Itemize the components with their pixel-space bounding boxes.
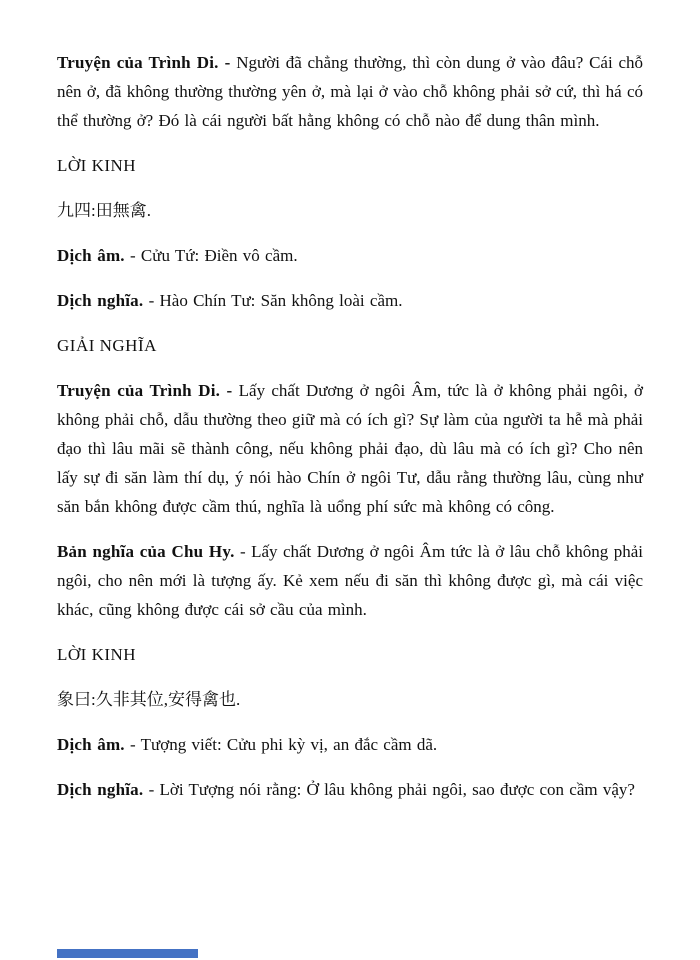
- chinese-scripture-line-1: 九四:田無禽.: [57, 201, 151, 220]
- dich-nghia-paragraph-2: [57, 775, 643, 804]
- section-heading-loi-kinh-1: LỜI KINH: [57, 156, 137, 175]
- commentary-paragraph-trinh-di-1: [57, 48, 643, 135]
- commentary-text: Người đã chẳng thường, thì còn dung ở vào đâu? Cái chỗ nên ở, đã không thường thường yên ở, mà lại ở vào chỗ không phải sở cứ, thì há có thể thường ở? Đó là cái người bất hằng không có chỗ nào để dung thân mình.: [57, 53, 644, 130]
- dich-nghia-paragraph-1: [57, 286, 643, 315]
- commentary-author-label: Bản nghĩa của Chu Hy.: [57, 542, 235, 561]
- commentary-text: - Lấy chất Dương ở ngôi Âm tức là ở lâu chỗ không phải ngôi, cho nên mới là tượng ấy. Kẻ xem nếu đi săn thì không được gì, mà cái việc khác, cũng không được cái sở cầu của mình.: [57, 542, 643, 619]
- commentary-author-label: Truyện của Trình Di. -: [57, 381, 233, 400]
- dich-am-text: - Tượng viết: Cửu phi kỳ vị, an đắc cầm dã.: [130, 735, 438, 754]
- commentary-author-label: Truyện của Trình Di. -: [57, 53, 231, 72]
- dich-am-text: - Cửu Tứ: Điền vô cầm.: [130, 246, 298, 265]
- commentary-text: Lấy chất Dương ở ngôi Âm, tức là ở không phải ngôi, ở không phải chỗ, dẫu thường theo giữ mà có ích gì? Sự làm của người ta hễ mà phải đạo thì lâu mãi sẽ thành công, nếu không phải đạo, dù lâu mà có ích gì? Cho nên lấy sự đi săn làm thí dụ, ý nói hào Chín ở ngôi Tư, dẫu rằng thường lâu, cùng như săn bắn không được cầm thú, nghĩa là uổng phí sức mà không có công.: [57, 381, 643, 516]
- dich-am-paragraph-2: [57, 730, 643, 759]
- commentary-paragraph-trinh-di-2: [57, 376, 643, 521]
- dich-nghia-label: Dịch nghĩa.: [57, 780, 144, 799]
- dich-nghia-label: Dịch nghĩa.: [57, 291, 144, 310]
- bottom-accent-bar: [57, 949, 198, 958]
- dich-am-label: Dịch âm.: [57, 735, 125, 754]
- dich-am-paragraph-1: [57, 241, 643, 270]
- commentary-paragraph-chu-hy: [57, 537, 643, 624]
- section-heading-giai-nghia: GIẢI NGHĨA: [57, 336, 157, 355]
- chinese-scripture-line-2: 象曰:久非其位,安得禽也.: [57, 690, 241, 709]
- dich-nghia-text: - Lời Tượng nói rằng: Ở lâu không phải ngôi, sao được con cầm vậy?: [148, 780, 635, 799]
- page-content: [57, 48, 643, 820]
- dich-nghia-text: - Hào Chín Tư: Săn không loài cầm.: [148, 291, 403, 310]
- dich-am-label: Dịch âm.: [57, 246, 125, 265]
- section-heading-loi-kinh-2: LỜI KINH: [57, 645, 137, 664]
